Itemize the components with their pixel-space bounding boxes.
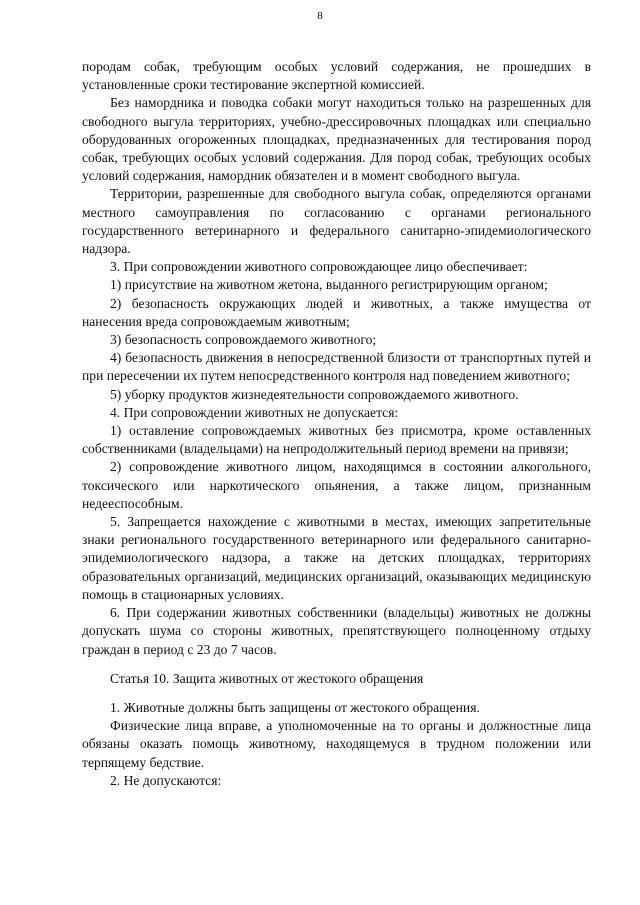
- paragraph-item-6: 6. При содержании животных собственники (владельцы) животных не должны допускать шума со стороны животных, препятствующего полноценному отдыху граждан в период с 23 до 7 часов.: [82, 605, 591, 657]
- article-paragraph-1: 1. Животные должны быть защищены от жестокого обращения.: [110, 699, 480, 715]
- article-paragraph-2: Физические лица вправе, а уполномоченные на то органы и должностные лица обязаны оказать помощь животному, находящемуся в трудном положении или терпящему бедствие.: [82, 718, 591, 770]
- paragraph-walking-territories: Территории, разрешенные для свободного выгула собак, определяются органами местного самоуправления по согласованию с органами регионального государственного ветеринарного и федерального санитарно-эпидемиологического надзора.: [82, 186, 591, 257]
- paragraph-item-3-1: 1) присутствие на животном жетона, выданного регистрирующим органом;: [110, 277, 548, 293]
- page-number: 8: [317, 10, 323, 22]
- paragraph-item-3-3: 3) безопасность сопровождаемого животного;: [110, 332, 377, 348]
- paragraph-item-4-1: 1) оставление сопровождаемых животных без присмотра, кроме оставленных собственниками (владельцами) на непродолжительный период времени на привязи;: [82, 423, 591, 457]
- article-paragraph-3: 2. Не допускаются:: [110, 772, 222, 788]
- paragraph-item-3-4: 4) безопасность движения в непосредственной близости от транспортных путей и при пересечении их путем непосредственного контроля над поведением животного;: [82, 350, 591, 384]
- paragraph-item-5: 5. Запрещается нахождение с животными в местах, имеющих запретительные знаки регионального государственного ветеринарного или федерального санитарно-эпидемиологического надзора, а также на детских площадках, территориях образовательных организаций, медицинских организаций, оказывающих медицинскую помощь в стационарных условиях.: [82, 514, 591, 602]
- paragraph-item-4-2: 2) сопровождение животного лицом, находящимся в состоянии алкогольного, токсического или наркотического опьянения, а также лицом, признанным недееспособным.: [82, 459, 591, 511]
- article-heading: Статья 10. Защита животных от жестокого обращения: [110, 670, 424, 686]
- paragraph-muzzle-leash: Без намордника и поводка собаки могут находиться только на разрешенных для свободного выгула территориях, учебно-дрессировочных площадках или специально оборудованных огороженных площадках, предназначенных для тестирования пород собак, требующих особых условий содержания. Для пород собак, требующих особых условий содержания, намордник обязателен и в момент свободного выгула.: [82, 95, 591, 184]
- paragraph-item-3-5: 5) уборку продуктов жизнедеятельности сопровождаемого животного.: [110, 386, 519, 402]
- document-body: [82, 58, 591, 790]
- paragraph-item-3: 3. При сопровождении животного сопровождающее лицо обеспечивает:: [110, 259, 528, 275]
- paragraph-item-3-2: 2) безопасность окружающих людей и животных, а также имущества от нанесения вреда сопровождаемым животным;: [82, 295, 591, 329]
- paragraph-continuation: породам собак, требующим особых условий содержания, не прошедших в установленные сроки тестирование экспертной комиссией.: [82, 59, 591, 93]
- paragraph-item-4: 4. При сопровождении животных не допускается:: [110, 404, 399, 420]
